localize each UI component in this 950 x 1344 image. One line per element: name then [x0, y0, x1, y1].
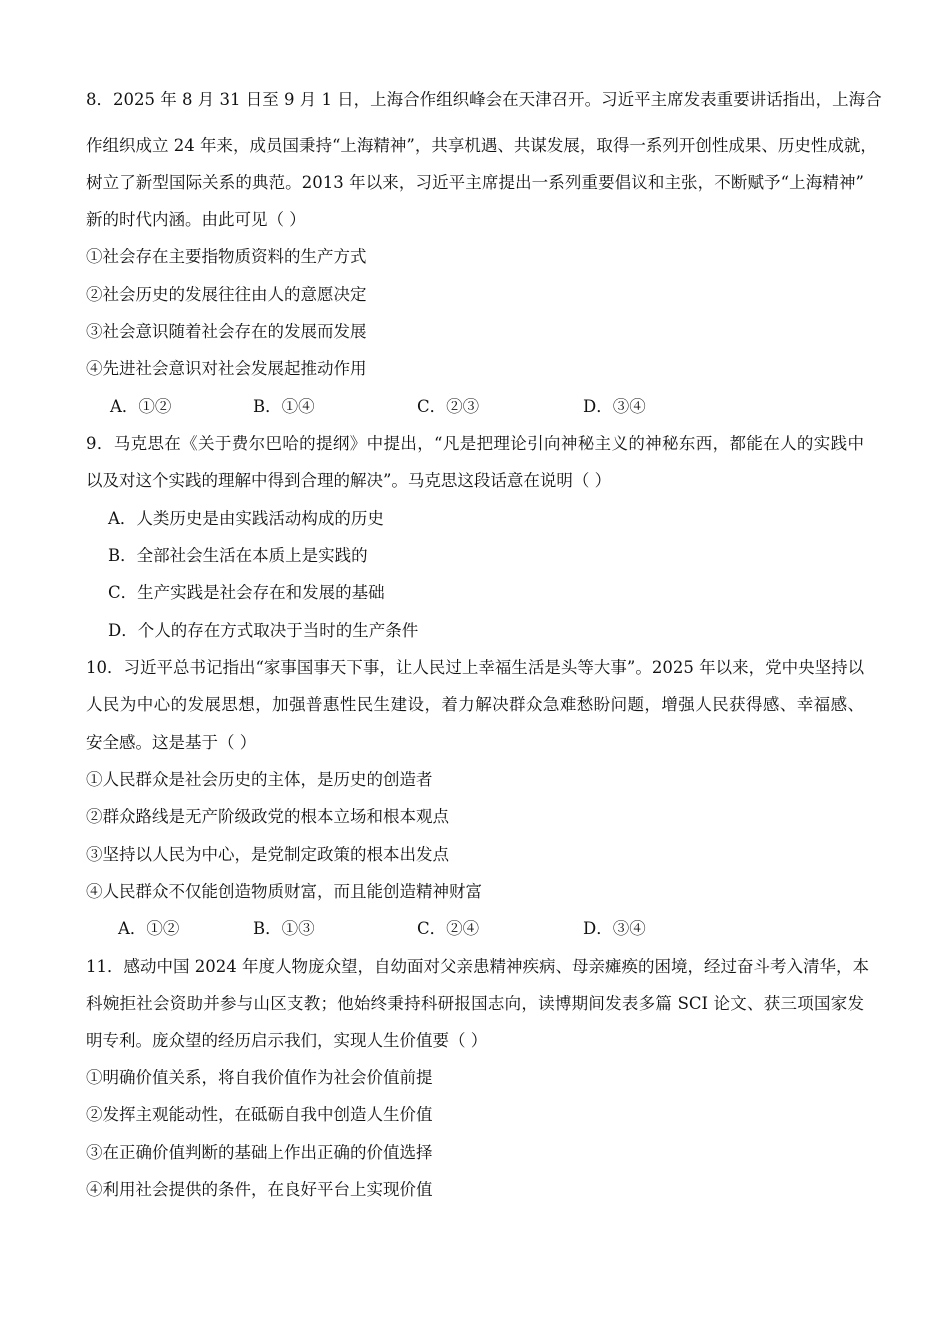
question-10-choices — [0, 917, 950, 941]
question-11-stem-line: 明专利。庞众望的经历启示我们，实现人生价值要（ ） — [86, 1031, 488, 1050]
choice-c: C．②④ — [417, 919, 480, 938]
question-8-stem-line: 作组织成立 24 年来，成员国秉持“上海精神”，共享机遇、共谋发展，取得一系列开创性成果、历史性成就， — [86, 136, 877, 155]
question-9-option-d: D．个人的存在方式取决于当时的生产条件 — [108, 621, 419, 640]
question-11-statement: ④利用社会提供的条件，在良好平台上实现价值 — [86, 1180, 433, 1199]
question-8-statement: ②社会历史的发展往往由人的意愿决定 — [86, 285, 367, 304]
question-11-stem-line: 11．感动中国 2024 年度人物庞众望，自幼面对父亲患精神疾病、母亲瘫痪的困境，经过奋斗考入清华，本 — [86, 957, 869, 976]
question-10-statement: ④人民群众不仅能创造物质财富，而且能创造精神财富 — [86, 882, 482, 901]
choice-b: B．①④ — [253, 397, 315, 416]
question-8-stem-line: 新的时代内涵。由此可见（ ） — [86, 210, 306, 229]
question-8-statement: ④先进社会意识对社会发展起推动作用 — [86, 359, 367, 378]
question-8-statement: ①社会存在主要指物质资料的生产方式 — [86, 247, 367, 266]
question-11-statement: ①明确价值关系，将自我价值作为社会价值前提 — [86, 1068, 433, 1087]
question-9-option-a: A．人类历史是由实践活动构成的历史 — [108, 509, 384, 528]
question-9-option-c: C．生产实践是社会存在和发展的基础 — [108, 583, 385, 602]
question-10-stem-line: 人民为中心的发展思想，加强普惠性民生建设，着力解决群众急难愁盼问题，增强人民获得感、幸福感、 — [86, 695, 864, 714]
question-10-stem-line: 安全感。这是基于（ ） — [86, 733, 257, 752]
question-9-stem-line: 9．马克思在《关于费尔巴哈的提纲》中提出，“凡是把理论引向神秘主义的神秘东西，都能在人的实践中 — [86, 434, 864, 453]
choice-d: D．③④ — [583, 919, 646, 938]
question-11-statement: ②发挥主观能动性，在砥砺自我中创造人生价值 — [86, 1105, 433, 1124]
choice-d: D．③④ — [583, 397, 646, 416]
question-9-option-b: B．全部社会生活在本质上是实践的 — [108, 546, 368, 565]
question-10-statement: ①人民群众是社会历史的主体，是历史的创造者 — [86, 770, 433, 789]
choice-b: B．①③ — [253, 919, 315, 938]
question-10-statement: ③坚持以人民为中心，是党制定政策的根本出发点 — [86, 845, 449, 864]
choice-a: A．①② — [118, 919, 180, 938]
question-10-statement: ②群众路线是无产阶级政党的根本立场和根本观点 — [86, 807, 449, 826]
question-8-stem-line: 树立了新型国际关系的典范。2013 年以来，习近平主席提出一系列重要倡议和主张，不断赋予“上海精神” — [86, 173, 864, 192]
choice-a: A．①② — [110, 397, 172, 416]
question-11-stem-line: 科婉拒社会资助并参与山区支教；他始终秉持科研报国志向，读博期间发表多篇 SCI 论文、获三项国家发 — [86, 994, 864, 1013]
question-8-stem-line: 8．2025 年 8 月 31 日至 9 月 1 日，上海合作组织峰会在天津召开。习近平主席发表重要讲话指出，上海合 — [86, 90, 882, 109]
choice-c: C．②③ — [417, 397, 480, 416]
question-8-choices — [0, 395, 950, 419]
question-11-statement: ③在正确价值判断的基础上作出正确的价值选择 — [86, 1143, 433, 1162]
question-10-stem-line: 10．习近平总书记指出“家事国事天下事，让人民过上幸福生活是头等大事”。2025 年以来，党中央坚持以 — [86, 658, 865, 677]
question-8-statement: ③社会意识随着社会存在的发展而发展 — [86, 322, 367, 341]
question-9-stem-line: 以及对这个实践的理解中得到合理的解决”。马克思这段话意在说明（ ） — [86, 471, 612, 490]
